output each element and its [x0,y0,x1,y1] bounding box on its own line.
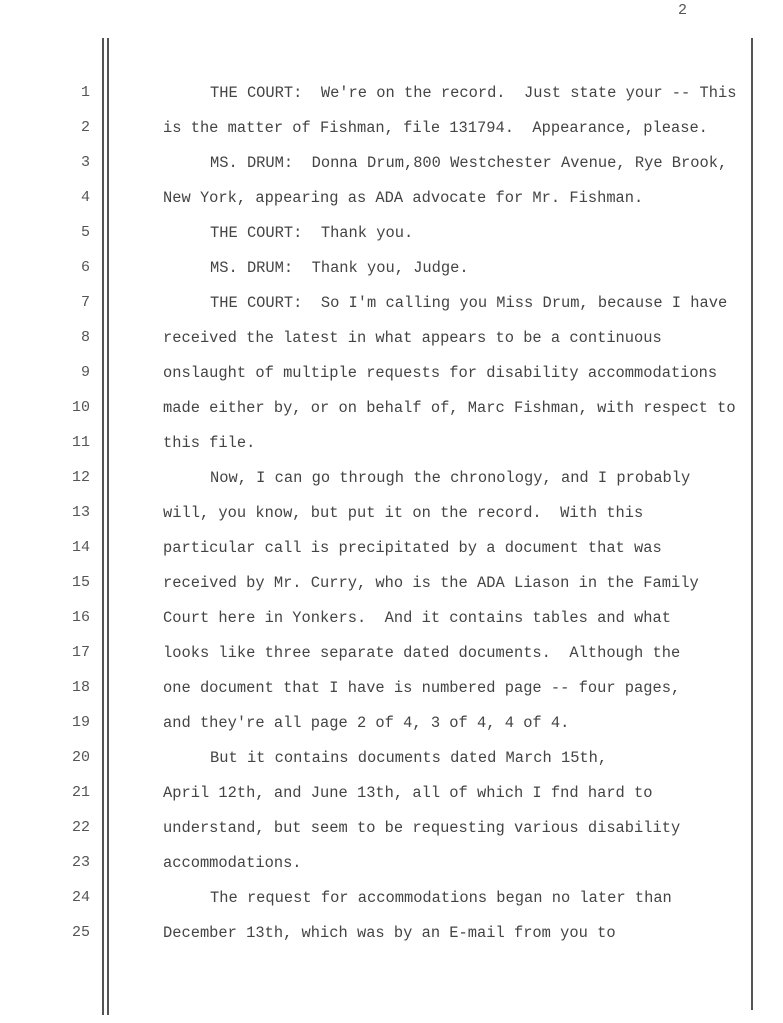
transcript-line: But it contains documents dated March 15th, [210,749,608,767]
line-number: 14 [71,539,90,556]
transcript-line: and they're all page 2 of 4, 3 of 4, 4 of 4. [163,714,570,732]
transcript-line: understand, but seem to be requesting various disability [163,819,681,837]
line-number: 21 [71,784,90,801]
line-number: 9 [80,364,90,381]
transcript-line: received the latest in what appears to be a continuous [163,329,662,347]
line-number: 5 [80,224,90,241]
transcript-line: December 13th, which was by an E-mail from you to [163,924,616,942]
line-number: 13 [71,504,90,521]
transcript-line: made either by, or on behalf of, Marc Fishman, with respect to [163,399,736,417]
transcript-line: MS. DRUM: Thank you, Judge. [210,259,469,277]
transcript-line: Court here in Yonkers. And it contains tables and what [163,609,671,627]
transcript-line: THE COURT: So I'm calling you Miss Drum, because I have [210,294,728,312]
line-number: 8 [80,329,90,346]
line-number: 22 [71,819,90,836]
line-number: 18 [71,679,90,696]
line-number-column [40,82,90,957]
transcript-line: particular call is precipitated by a document that was [163,539,662,557]
transcript-line: New York, appearing as ADA advocate for Mr. Fishman. [163,189,644,207]
transcript-line: MS. DRUM: Donna Drum,800 Westchester Avenue, Rye Brook, [210,154,728,172]
transcript-line: Now, I can go through the chronology, and I probably [210,469,691,487]
transcript-line: THE COURT: We're on the record. Just state your -- This [210,84,737,102]
transcript-line: is the matter of Fishman, file 131794. Appearance, please. [163,119,708,137]
transcript-line: THE COURT: Thank you. [210,224,414,242]
line-number: 16 [71,609,90,626]
line-number: 10 [71,399,90,416]
line-number: 11 [71,434,90,451]
transcript-line: April 12th, and June 13th, all of which I fnd hard to [163,784,653,802]
left-margin-rule-outer [102,38,104,1015]
line-number: 23 [71,854,90,871]
line-number: 7 [80,294,90,311]
line-number: 20 [71,749,90,766]
line-number: 25 [71,924,90,941]
page-number: 2 [678,2,688,19]
line-number: 24 [71,889,90,906]
transcript-line: onslaught of multiple requests for disability accommodations [163,364,718,382]
line-number: 15 [71,574,90,591]
line-number: 2 [80,119,90,136]
left-margin-rule-inner [107,38,109,1015]
line-number: 3 [80,154,90,171]
line-number: 4 [80,189,90,206]
line-number: 1 [80,84,90,101]
transcript-line: looks like three separate dated documents. Although the [163,644,681,662]
line-number: 17 [71,644,90,661]
line-number: 12 [71,469,90,486]
transcript-line: this file. [163,434,256,452]
line-number: 6 [80,259,90,276]
transcript-line: received by Mr. Curry, who is the ADA Liason in the Family [163,574,699,592]
line-number: 19 [71,714,90,731]
transcript-line: The request for accommodations began no later than [210,889,672,907]
transcript-line: will, you know, but put it on the record. With this [163,504,644,522]
transcript-line: one document that I have is numbered page -- four pages, [163,679,681,697]
transcript-line: accommodations. [163,854,302,872]
transcript-body [163,82,753,957]
